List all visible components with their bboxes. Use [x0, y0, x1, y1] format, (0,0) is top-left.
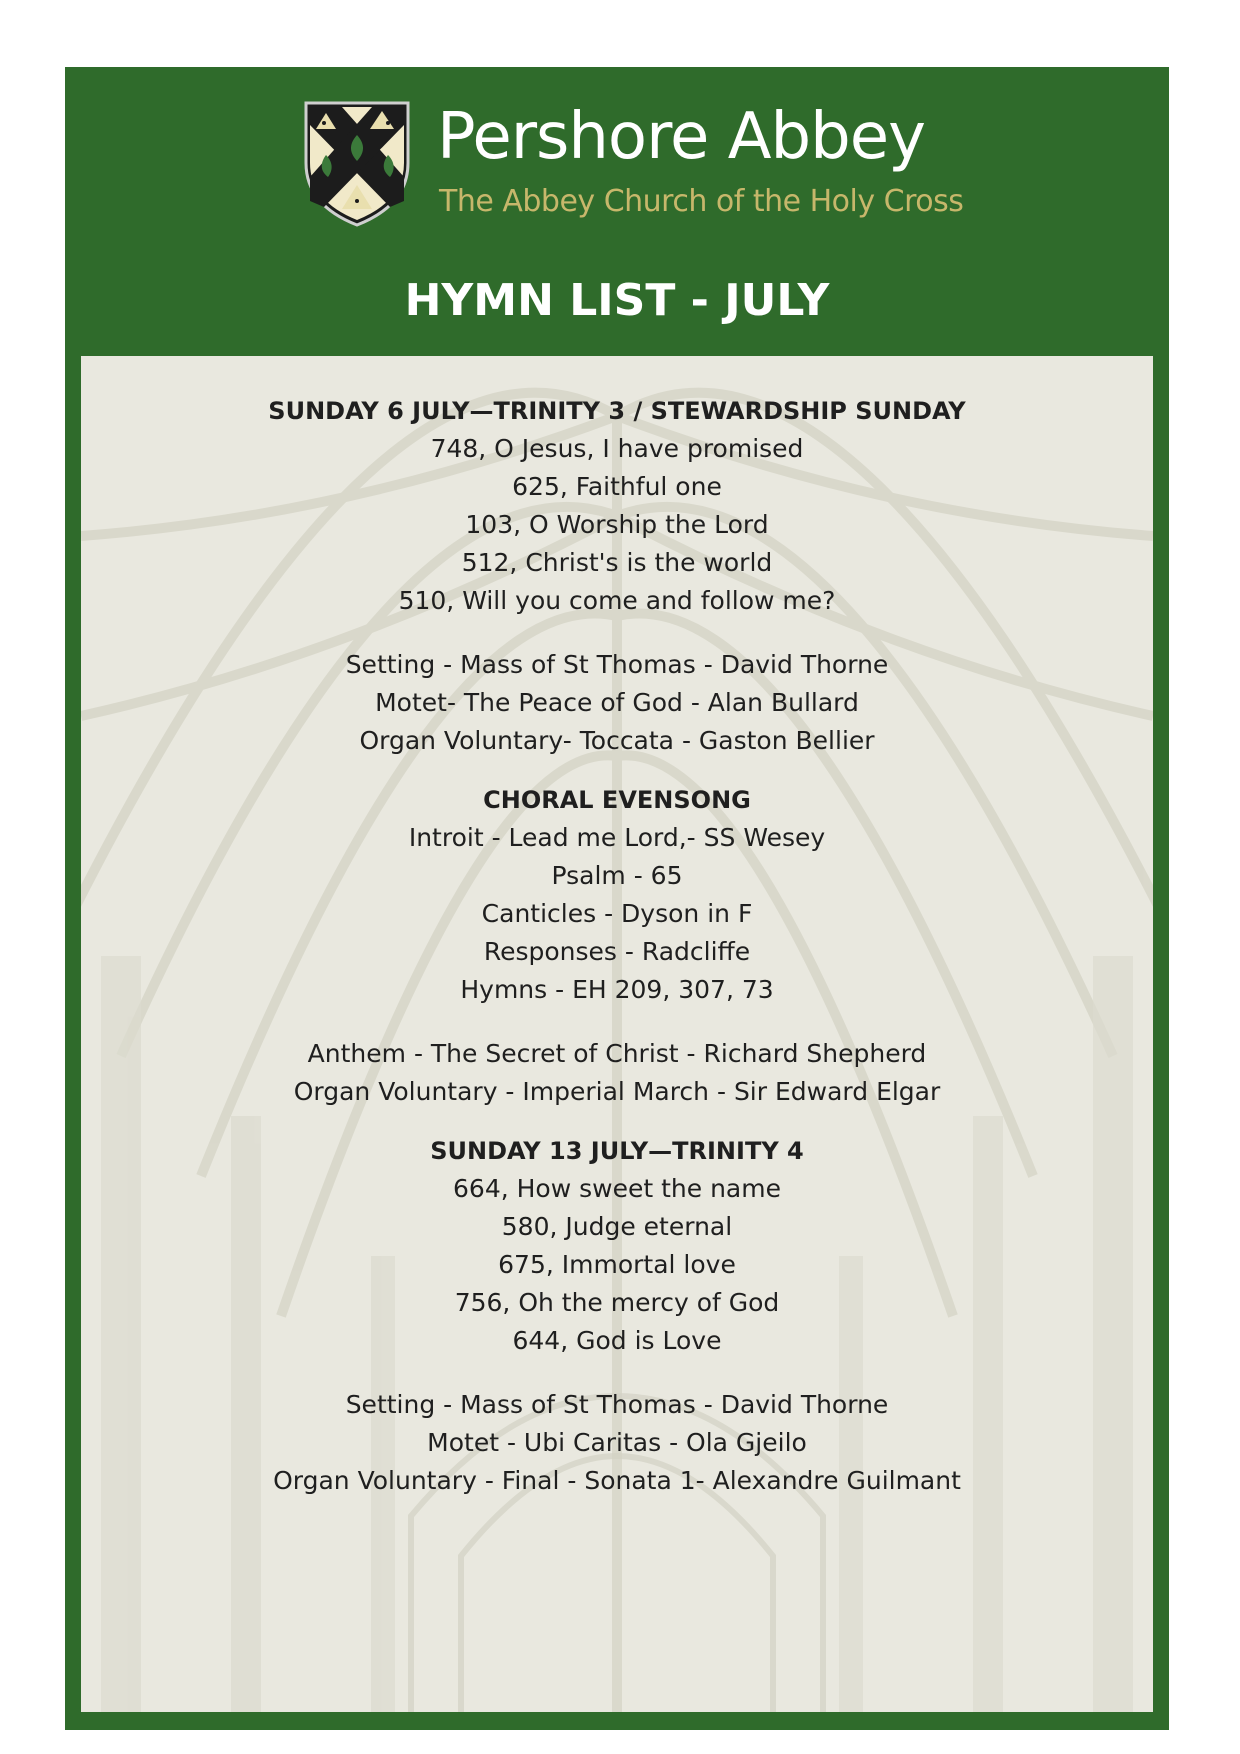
- list-item: 103, O Worship the Lord: [465, 510, 769, 539]
- list-item: Setting - Mass of St Thomas - David Thorne: [345, 650, 889, 679]
- list-item: 625, Faithful one: [512, 472, 722, 501]
- abbey-crest-logo: [302, 97, 412, 229]
- list-item: Organ Voluntary - Final - Sonata 1- Alexandre Guilmant: [273, 1466, 961, 1495]
- list-item: Introit - Lead me Lord,- SS Wesey: [408, 823, 826, 852]
- list-item: Psalm - 65: [551, 861, 683, 890]
- list-item: 512, Christ's is the world: [461, 548, 773, 577]
- list-item: Motet - Ubi Caritas - Ola Gjeilo: [427, 1428, 807, 1457]
- org-tagline: The Abbey Church of the Holy Cross: [439, 184, 964, 219]
- list-item: 664, How sweet the name: [453, 1174, 781, 1203]
- list-item: Hymns - EH 209, 307, 73: [460, 975, 774, 1004]
- service-heading: CHORAL EVENSONG: [483, 786, 751, 814]
- list-item: 748, O Jesus, I have promised: [430, 434, 804, 463]
- list-item: Responses - Radcliffe: [483, 937, 751, 966]
- list-item: Organ Voluntary - Imperial March - Sir Edward Elgar: [293, 1077, 941, 1106]
- org-name: Pershore Abbey: [437, 100, 925, 174]
- list-item: Motet- The Peace of God - Alan Bullard: [375, 688, 859, 717]
- list-item: 580, Judge eternal: [501, 1212, 733, 1241]
- page-title: HYMN LIST - JULY: [404, 275, 830, 326]
- list-item: 644, God is Love: [512, 1326, 722, 1355]
- list-item: 675, Immortal love: [498, 1250, 736, 1279]
- service-heading: SUNDAY 6 JULY—TRINITY 3 / STEWARDSHIP SUNDAY: [268, 397, 966, 425]
- list-item: Anthem - The Secret of Christ - Richard Shepherd: [307, 1039, 927, 1068]
- service-sunday-13-july: [81, 1132, 1153, 1500]
- header: [65, 67, 1169, 357]
- list-item: 756, Oh the mercy of God: [454, 1288, 780, 1317]
- list-item: Canticles - Dyson in F: [481, 899, 753, 928]
- list-item: Setting - Mass of St Thomas - David Thorne: [345, 1390, 889, 1419]
- content-panel: [81, 356, 1153, 1712]
- hymn-list-poster: [65, 67, 1169, 1730]
- list-item: Organ Voluntary- Toccata - Gaston Bellier: [359, 726, 875, 755]
- list-item: 510, Will you come and follow me?: [398, 586, 836, 615]
- service-choral-evensong: [81, 781, 1153, 1111]
- service-sunday-6-july: [81, 392, 1153, 760]
- service-heading: SUNDAY 13 JULY—TRINITY 4: [430, 1137, 804, 1165]
